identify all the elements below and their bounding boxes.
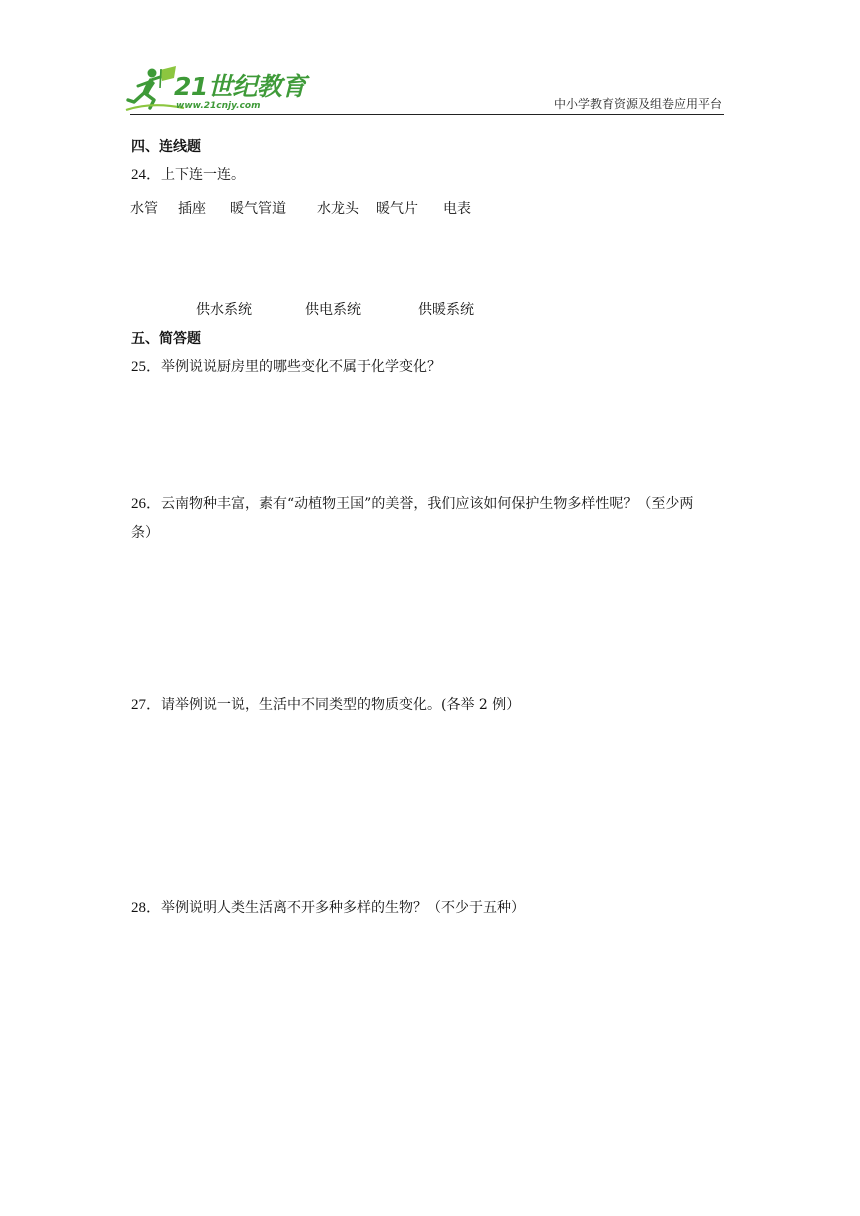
- header-tagline: 中小学教育资源及组卷应用平台: [553, 97, 722, 111]
- match-bottom-item[interactable]: 供电系统: [305, 302, 361, 318]
- question-text: 举例说明人类生活离不开多种多样的生物？（不少于五种）: [161, 900, 526, 916]
- question-number: 24．: [131, 167, 162, 183]
- question-28: [131, 899, 525, 917]
- question-24: [131, 166, 245, 184]
- match-top-item[interactable]: 水龙头: [317, 201, 359, 217]
- match-top-item[interactable]: 暖气管道: [230, 201, 286, 217]
- logo-wordmark: 21世纪教育: [174, 72, 306, 101]
- question-text: 请举例说一说，生活中不同类型的物质变化。(各举 2 例）: [161, 697, 521, 713]
- section-title-matching: 四、连线题: [131, 139, 201, 155]
- match-bottom-item[interactable]: 供水系统: [196, 302, 252, 318]
- match-top-item[interactable]: 暖气片: [376, 201, 418, 217]
- question-text-line: 条）: [131, 525, 159, 541]
- section-title-short-answer: 五、简答题: [131, 331, 201, 347]
- question-25: [131, 358, 441, 376]
- question-text: 云南物种丰富，素有“动植物王国”的美誉，我们应该如何保护生物多样性呢？（至少两: [161, 496, 694, 512]
- match-top-item[interactable]: 电表: [443, 201, 471, 217]
- question-number: 26．: [131, 496, 162, 512]
- question-number: 28．: [131, 900, 162, 916]
- match-top-item[interactable]: 插座: [178, 201, 206, 217]
- question-number: 27．: [131, 697, 162, 713]
- question-26: [131, 492, 731, 544]
- question-number: 25．: [131, 359, 162, 375]
- question-text: 举例说说厨房里的哪些变化不属于化学变化？: [161, 359, 442, 375]
- question-text: 上下连一连。: [161, 167, 246, 183]
- question-27: [131, 696, 520, 714]
- header-divider: [130, 114, 724, 115]
- page-header: [0, 0, 860, 120]
- match-top-item[interactable]: 水管: [130, 201, 158, 217]
- match-bottom-item[interactable]: 供暖系统: [418, 302, 474, 318]
- site-logo[interactable]: [124, 64, 306, 118]
- logo-url: www.21cnjy.com: [176, 101, 261, 111]
- question-text-line: [131, 492, 693, 513]
